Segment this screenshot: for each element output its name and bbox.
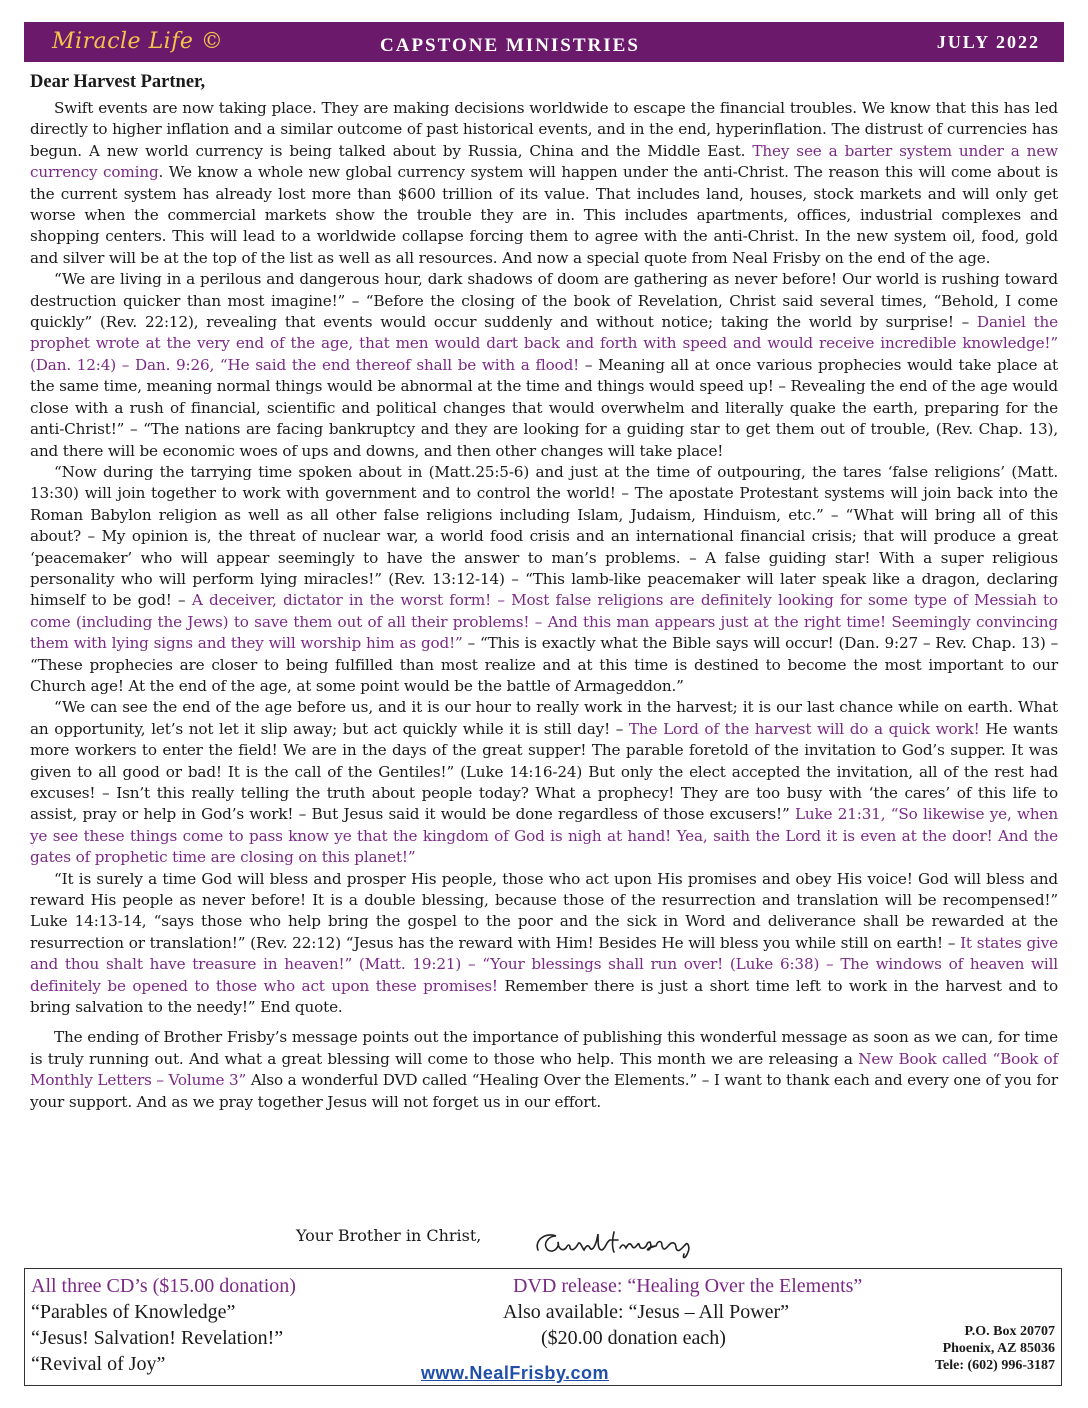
dvd-offer bbox=[503, 1273, 923, 1351]
paragraph-text: . We know a whole new global currency system will happen under the anti-Christ. The reason this will come about is the current system has already lost more than $600 trillion of its value. That includes land, houses, stock markets and will only get worse when the commercial markets show the trouble they are in. This includes apartments, offices, industrial complexes and shopping centers. This will lead to a worldwide collapse forcing them to agree with the anti-Christ. In the new system oil, food, gold and silver will be at the top of the list as well as all resources. And now a special quote from Neal Frisby on the end of the age. bbox=[30, 163, 1059, 267]
brand-title: Miracle Life © bbox=[52, 29, 224, 54]
paragraph-text: The ending of Brother Frisby’s message points out the importance of publishing this wonderful message as soon as we can, for time is truly running out. And what a great blessing will come to those who help. This month we are releasing a bbox=[30, 1028, 1058, 1068]
letter-paragraph bbox=[30, 697, 1058, 868]
dvd-price: ($20.00 donation each) bbox=[541, 1327, 726, 1349]
letter-paragraph bbox=[30, 462, 1058, 697]
paragraph-text: Swift events are now taking place. They are making decisions worldwide to escape the financial troubles. We know that this has led directly to higher inflation and a similar outcome of past historical events, and in the end, hyperinflation. The distrust of currencies has begun. A new world currency is being talked about by Russia, China and the Middle East. bbox=[30, 99, 1058, 160]
paragraph-text: Remember there is just a short time left to work in the harvest and to bring salvation to the needy!” End quote. bbox=[30, 976, 1058, 1017]
dvd-heading: DVD release: “Healing Over the Elements” bbox=[513, 1275, 863, 1297]
highlighted-text: Daniel the prophet wrote at the very end of the age, that men would dart back and forth with speed and would receive incredible knowledge!” (Dan. 12:4) – Dan. 9:26, “He said the end thereof shall be with a flood! bbox=[30, 313, 1058, 374]
paragraph-text: – “This is exactly what the Bible says will occur! (Dan. 9:27 – Rev. Chap. 13) – “These prophecies are closer to being fulfilled than most realize and at this time is destined to become the most important to our Church age! At the end of the age, at some point would be the battle of Armageddon.” bbox=[30, 634, 1059, 695]
closing: Your Brother in Christ, bbox=[296, 1226, 482, 1245]
phone-line: Tele: (602) 996-3187 bbox=[934, 1358, 1055, 1373]
masthead-banner bbox=[24, 22, 1064, 62]
highlighted-text: It states give and thou shalt have treasure in heaven!” (Matt. 19:21) – “Your blessings shall run over! (Luke 6:38) – The windows of heaven will definitely be opened to those who act upon these promises! bbox=[30, 933, 1058, 995]
paragraph-text: – Meaning all at once various prophecies would take place at the same time, meaning normal things would be abnormal at the time and things would speed up! – Revealing the end of the age would close with a rush of financial, scientific and political changes that would overwhelm and literally quake the earth, preparing for the anti-Christ!” – “The nations are facing bankruptcy and they are looking for a guiding star to get them out of trouble, (Rev. Chap. 13), and there will be economic woes of ups and downs, and then other changes will take place! bbox=[30, 355, 1058, 460]
letter-paragraph bbox=[30, 269, 1058, 462]
highlighted-text: Luke 21:31, “So likewise ye, when ye see these things come to pass know ye that the kingdom of God is nigh at hand! Yea, saith the Lord it is even at the door! And the gates of prophetic time are closing on this planet!” bbox=[30, 805, 1058, 867]
paragraph-text: “We are living in a perilous and dangerous hour, dark shadows of doom are gathering as never before! Our world is rushing toward destruction quicker than most imagine!” – “Before the closing of the book of Revelation, Christ said several times, “Behold, I come quickly” (Rev. 22:12), revealing that events would occur suddenly and without notice; taking the world by surprise! – bbox=[30, 270, 1058, 332]
cd-title: “Parables of Knowledge” bbox=[31, 1301, 236, 1323]
website-link[interactable]: www.NealFrisby.com bbox=[421, 1363, 610, 1383]
cd-title: “Revival of Joy” bbox=[31, 1353, 166, 1375]
paragraph-text: “We can see the end of the age before us, and it is our hour to really work in the harvest; it is our last chance while on earth. What an opportunity, let’s not let it slip away; but act quickly while it is still day! – bbox=[30, 698, 1058, 738]
cd-offer-heading: All three CD’s ($15.00 donation) bbox=[31, 1275, 296, 1297]
mailing-address bbox=[935, 1323, 1055, 1374]
offer-box bbox=[24, 1268, 1062, 1386]
paragraph-text: “Now during the tarrying time spoken about in (Matt.25:5-6) and just at the time of outpouring, the tares ‘false religions’ (Matt. 13:30) will join together to work with government and to control the world! – The apostate Protestant systems will join back into the Roman Babylon religion as well as all other false religions including Islam, Judaism, Hinduism, etc.” – “What will bring all of this about? – My opinion is, the threat of nuclear war, a world food crisis and an international financial crisis; that will produce a great ‘peacemaker’ who will appear seemingly to have the answer to man’s problems. – A false guiding star! With a super religious personality who will perform lying miracles!” (Rev. 13:12-14) – “This lamb-like peacemaker will later speak like a dragon, declaring himself to be god! – bbox=[30, 462, 1058, 610]
address-line: P.O. Box 20707 bbox=[964, 1324, 1055, 1339]
dvd-also-available: Also available: “Jesus – All Power” bbox=[503, 1301, 790, 1323]
issue-date: JULY 2022 bbox=[936, 32, 1040, 52]
highlighted-text: They see a barter system under a new currency coming bbox=[30, 141, 1059, 182]
address-line: Phoenix, AZ 85036 bbox=[942, 1341, 1055, 1356]
highlighted-text: A deceiver, dictator in the worst form! – Most false religions are definitely looking for some type of Messiah to come (including the Jews) to save them out of all their problems! – And this man appears just at the right time! Seemingly convincing them with lying signs and they will worship him as god!” bbox=[30, 591, 1058, 653]
paragraph-text: Also a wonderful DVD called “Healing Over the Elements.” – I want to thank each and every one of you for your support. And as we pray together Jesus will not forget us in our effort. bbox=[30, 1071, 1059, 1111]
organization-name: CAPSTONE MINISTRIES bbox=[380, 35, 640, 56]
cd-offer bbox=[31, 1273, 296, 1377]
cd-title: “Jesus! Salvation! Revelation!” bbox=[31, 1327, 284, 1349]
salutation: Dear Harvest Partner, bbox=[30, 72, 206, 92]
highlighted-text: New Book called “Book of Monthly Letters – Volume 3” bbox=[30, 1049, 1058, 1090]
paragraph-text: “It is surely a time God will bless and prosper His people, those who act upon His promises and obey His voice! God will bless and reward His people as never before! It is a double blessing, because those of the resurrection and translation will be recompensed!” Luke 14:13-14, “says those who help bring the gospel to the poor and the sick in Word and deliverance shall be rewarded at the resurrection or translation!” (Rev. 22:12) “Jesus has the reward with Him! Besides He will bless you while still on earth! – bbox=[30, 869, 1058, 952]
letter-paragraph bbox=[30, 869, 1058, 1019]
paragraph-text: He wants more workers to enter the field! We are in the days of the great supper! The parable foretold of the invitation to God’s supper. It was given to all good or bad! It is the call of the Gentiles!” (Luke 14:16-24) But only the elect accepted the invitation, all of the rest had excuses! – Isn’t this really telling the truth about people today? What a prophecy! They are too busy with ‘the cares’ of this life to assist, pray or help in God’s work! – But Jesus said it would be done regardless of those excusers!” bbox=[30, 719, 1059, 824]
letter-body bbox=[30, 98, 1058, 1113]
highlighted-text: The Lord of the harvest will do a quick work! bbox=[628, 719, 980, 738]
signature-image bbox=[532, 1226, 722, 1266]
letter-paragraph bbox=[30, 98, 1058, 269]
letter-paragraph bbox=[30, 1027, 1058, 1113]
